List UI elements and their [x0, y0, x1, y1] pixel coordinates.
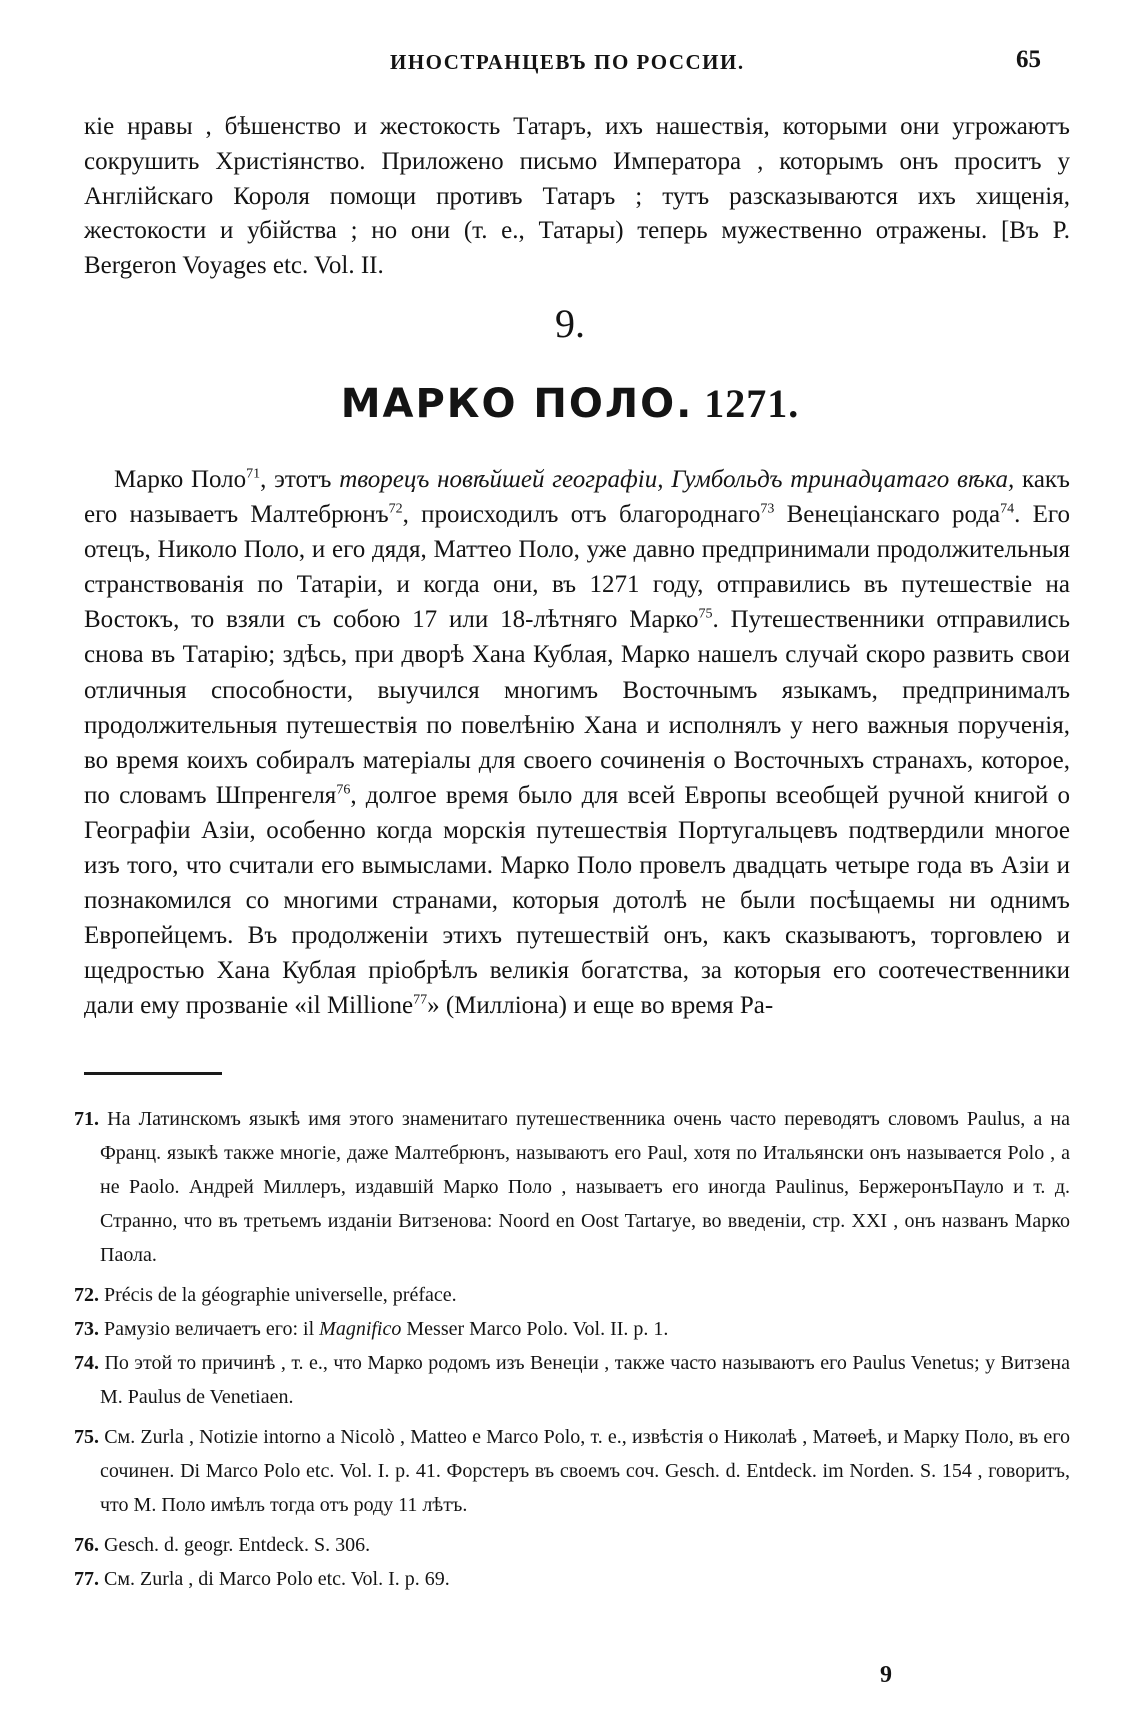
body-italic-text: творецъ новѣйшей географіи, Гумбольдъ тринадцатаго вѣка, [339, 466, 1015, 493]
footnote-ref: 74 [1000, 501, 1015, 517]
footnote-ref: 75 [698, 607, 713, 623]
section-title [0, 380, 1140, 427]
footnote-number: 73. [74, 1318, 99, 1340]
footnote-number: 74. [74, 1352, 99, 1374]
footnote-divider [84, 1072, 222, 1075]
body-text: , этотъ [260, 466, 340, 493]
body-text: » (Милліона) и еще во время Ра- [427, 992, 774, 1020]
footnote-text: См. Zurla , di Marco Polo etc. Vol. I. p. 69. [104, 1568, 450, 1590]
body-text: Венеціанскаго рода [774, 501, 1001, 529]
body-text: Марко Поло [114, 466, 247, 493]
body-text: . Его отецъ, Николо Поло, и его дядя, Маттео Поло, уже давно предпринимали продолжительныя странствованія по Татаріи, и когда они, въ 1271 году, отправились въ путешествіе на Востокъ, то взяли съ собою 17 или 18-лѣтняго Марко [84, 501, 1071, 634]
footnote-text: Messer Marco Polo. Vol. II. p. 1. [401, 1318, 669, 1340]
body-text: , долгое время было для всей Европы всеобщей ручной книгой о Географіи Азіи, особенно когда морскія путешествія Португальцевъ подтвердили многое изъ того, что считали его вымыслами. Марко Поло провелъ двадцать четыре года въ Азіи и познакомился со многими странами, которыя дотолѣ не были посѣщаемы ни однимъ Европейцемъ. Въ продолженіи этихъ путешествій онъ, какъ сказываютъ, торговлею и щедростью Хана Кублая пріобрѣлъ великія богатства, за которыя его соотечественники дали ему прозваніе «il Millione [84, 781, 1070, 1020]
footnote-text: По этой то причинѣ , т. е., что Марко родомъ изъ Венеціи , также часто называютъ его Paulus Venetus; у Витзена M. Paulus de Venetiaen. [100, 1352, 1071, 1408]
body-text: . Путешественники отправились снова въ Татарію; здѣсь, при дворѣ Хана Кублая, Марко нашелъ случай скоро развить свои отличныя способности, выучился многимъ Восточнымъ языкамъ, предпринималъ продолжительныя путешествія по повелѣнію Хана и исполнялъ у него важныя порученія, во время коихъ собиралъ матеріалы для своего сочиненія о Восточныхъ странахъ, которое, по словамъ Шпренгеля [84, 606, 1070, 809]
page-number: 65 [1016, 46, 1041, 73]
footnote-text: Рамузіо величаетъ его: il [104, 1318, 320, 1340]
footnote-76 [74, 1528, 1070, 1562]
footnote-ref: 76 [336, 782, 351, 798]
footnote-72 [74, 1278, 1070, 1312]
footnote-ref: 77 [413, 993, 428, 1009]
footnote-text: На Латинскомъ языкѣ имя этого знаменитаго путешественника очень часто переводятъ словомъ Paulus, а на Франц. языкѣ также многіе, даже Малтебрюнъ, называютъ его Paul, хотя по Итальянски онъ называется Polo , а не Paolo. Андрей Миллеръ, издавшій Марко Поло , называетъ его иногда Paulinus, БержеронъПауло и т. д. Странно, что въ третьемъ изданіи Витзенова: Noord en Oost Tartarye, во введеніи, стр. XXI , онъ названъ Марко Паола. [100, 1108, 1070, 1266]
footnote-text: См. Zurla , Notizie intorno a Nicolò , Matteo e Marco Polo, т. е., извѣстія о Николаѣ , Матѳеѣ, и Марку Поло, въ его сочинен. Di Marco Polo etc. Vol. I. p. 41. Форстеръ въ своемъ соч. Gesch. d. Entdeck. im Norden. S. 154 , говоритъ, что М. Поло имѣлъ тогда отъ роду 11 лѣтъ. [100, 1426, 1070, 1516]
footnote-73 [74, 1312, 1070, 1346]
footnote-number: 71. [74, 1108, 99, 1130]
body-text: какъ его называетъ Малтебрюнъ [84, 466, 1070, 529]
section-number: 9. [555, 301, 585, 346]
footnote-number: 76. [74, 1534, 99, 1556]
running-head-title: ИНОСТРАНЦЕВЪ ПО РОССИИ. [390, 50, 745, 74]
footnote-number: 75. [74, 1426, 99, 1448]
body-text: , происходилъ отъ благороднаго [402, 501, 761, 529]
footnotes [74, 1102, 1070, 1596]
footnote-text: Gesch. d. geogr. Entdeck. S. 306. [104, 1534, 371, 1556]
section-title-year: 1271. [704, 381, 800, 426]
section-title-name: МАРКО ПОЛО. [340, 381, 694, 427]
footnote-75 [74, 1420, 1070, 1522]
signature-mark: 9 [880, 1662, 892, 1688]
footnote-number: 77. [74, 1568, 99, 1590]
footnote-ref: 73 [760, 501, 775, 517]
footnote-text: Précis de la géographie universelle, préface. [104, 1284, 457, 1306]
footnote-71 [74, 1102, 1070, 1272]
footnote-number: 72. [74, 1284, 99, 1306]
footnote-77 [74, 1562, 1070, 1596]
footnote-74 [74, 1346, 1070, 1414]
main-paragraph [84, 462, 1070, 1024]
footnote-ref: 72 [388, 501, 403, 517]
footnote-ref: 71 [246, 466, 261, 482]
footnote-italic-text: Magnifico [319, 1318, 402, 1340]
intro-paragraph: кіе нравы , бѣшенство и жестокость Татаръ, ихъ нашествія, которыми они угрожаютъ сокрушить Христіянство. Приложено письмо Императора , которымъ онъ проситъ у Англійскаго Короля помощи противъ Татаръ ; тутъ разсказываются ихъ хищенія, жестокости и убійства ; но они (т. е., Татары) теперь мужественно отражены. [Въ P. Bergeron Voyages etc. Vol. II. [84, 113, 1070, 280]
